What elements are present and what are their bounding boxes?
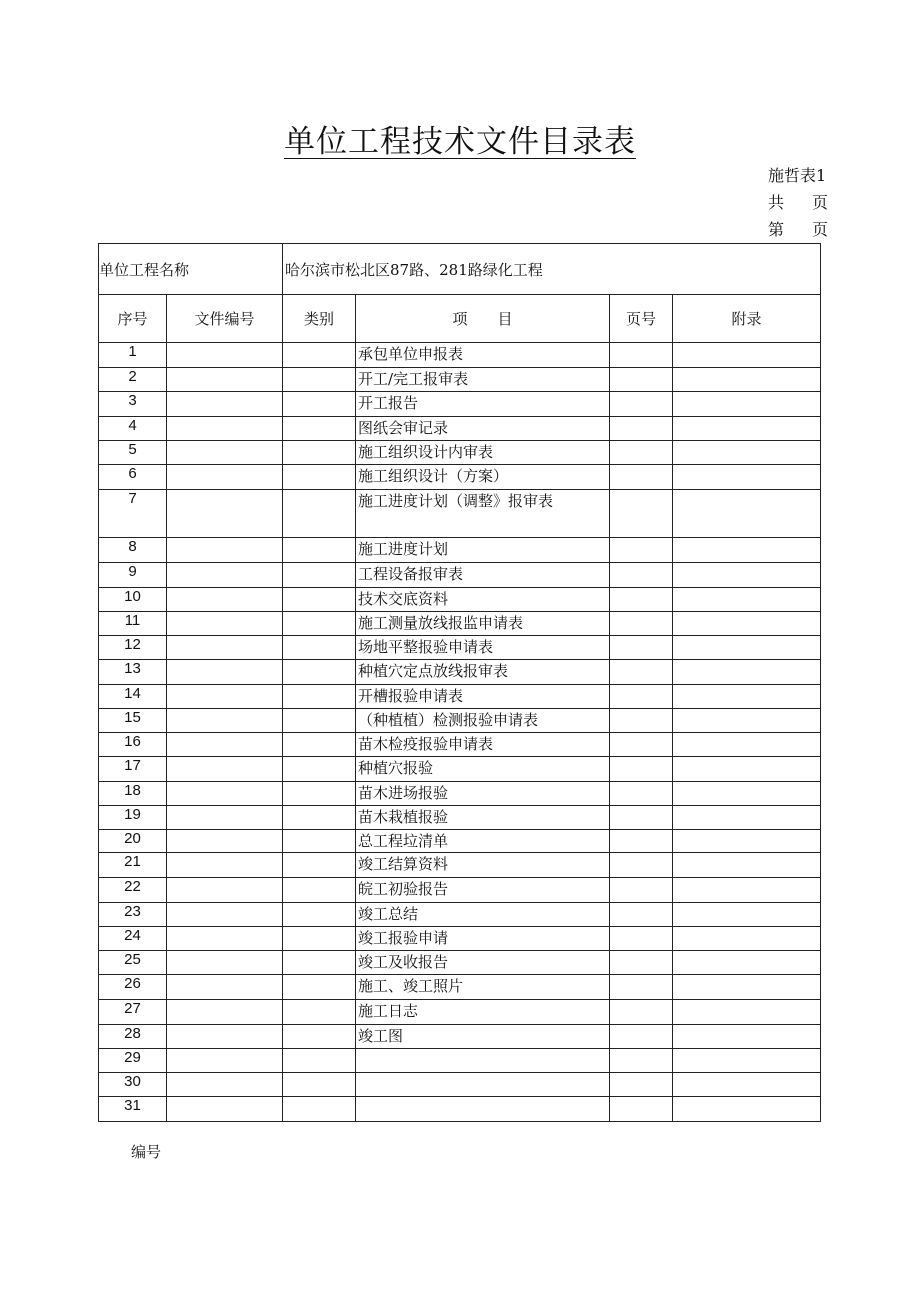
row-number: 22 — [99, 878, 167, 903]
category-cell — [283, 782, 356, 806]
appendix-cell — [673, 1025, 821, 1049]
category-cell — [283, 1049, 356, 1073]
item-cell: 开槽报验申请表 — [356, 685, 610, 709]
appendix-cell — [673, 490, 821, 538]
page-cell — [610, 1073, 673, 1097]
category-cell — [283, 1000, 356, 1025]
table-row — [99, 1025, 821, 1049]
form-code: 施哲表1 — [768, 166, 827, 185]
appendix-cell — [673, 853, 821, 878]
doc-number-cell — [167, 343, 283, 368]
item-cell: 图纸会审记录 — [356, 417, 610, 441]
page-cell — [610, 709, 673, 733]
table-row — [99, 636, 821, 660]
doc-number-cell — [167, 951, 283, 975]
appendix-cell — [673, 975, 821, 1000]
category-cell — [283, 612, 356, 636]
appendix-cell — [673, 733, 821, 757]
doc-number-cell — [167, 392, 283, 417]
appendix-cell — [673, 538, 821, 563]
item-cell: 竣工报验申请 — [356, 927, 610, 951]
category-cell — [283, 733, 356, 757]
category-cell — [283, 465, 356, 490]
table-row — [99, 709, 821, 733]
total-pages — [768, 190, 828, 213]
item-cell: 工程设备报审表 — [356, 563, 610, 588]
appendix-cell — [673, 343, 821, 368]
row-number: 11 — [99, 612, 167, 636]
page-number — [768, 217, 828, 240]
item-cell: 种植穴定点放线报审表 — [356, 660, 610, 685]
page-cell — [610, 563, 673, 588]
table-row — [99, 392, 821, 417]
appendix-cell — [673, 830, 821, 853]
page-number-left: 第 — [768, 220, 785, 239]
table-row — [99, 806, 821, 830]
page-cell — [610, 660, 673, 685]
directory-table — [98, 243, 821, 1122]
table-row — [99, 878, 821, 903]
appendix-cell — [673, 368, 821, 392]
row-number: 6 — [99, 465, 167, 490]
category-cell — [283, 588, 356, 612]
table-row — [99, 1097, 821, 1122]
item-cell: 承包单位申报表 — [356, 343, 610, 368]
item-cell: 施工测量放线报监申请表 — [356, 612, 610, 636]
doc-number-cell — [167, 878, 283, 903]
page-title — [0, 116, 920, 161]
category-cell — [283, 853, 356, 878]
page-cell — [610, 806, 673, 830]
item-cell: 皖工初验报告 — [356, 878, 610, 903]
row-number: 10 — [99, 588, 167, 612]
doc-number-cell — [167, 853, 283, 878]
appendix-cell — [673, 1000, 821, 1025]
table-row — [99, 538, 821, 563]
page-cell — [610, 1049, 673, 1073]
row-number: 29 — [99, 1049, 167, 1073]
page-cell — [610, 878, 673, 903]
row-number: 12 — [99, 636, 167, 660]
doc-number-cell — [167, 975, 283, 1000]
item-cell: 开工报告 — [356, 392, 610, 417]
row-number: 1 — [99, 343, 167, 368]
page-cell — [610, 927, 673, 951]
table-row — [99, 417, 821, 441]
category-cell — [283, 417, 356, 441]
appendix-cell — [673, 612, 821, 636]
appendix-cell — [673, 1097, 821, 1122]
table-row — [99, 1049, 821, 1073]
page-cell — [610, 830, 673, 853]
row-number: 18 — [99, 782, 167, 806]
item-cell: 种植穴报验 — [356, 757, 610, 782]
category-cell — [283, 975, 356, 1000]
row-number: 25 — [99, 951, 167, 975]
category-cell — [283, 685, 356, 709]
doc-number-cell — [167, 685, 283, 709]
category-cell — [283, 878, 356, 903]
col-docno-header: 文件编号 — [167, 295, 283, 343]
doc-number-cell — [167, 490, 283, 538]
category-cell — [283, 490, 356, 538]
item-cell: 苗木检疫报验申请表 — [356, 733, 610, 757]
row-number: 8 — [99, 538, 167, 563]
doc-number-cell — [167, 538, 283, 563]
appendix-cell — [673, 392, 821, 417]
doc-number-cell — [167, 563, 283, 588]
table-row — [99, 465, 821, 490]
table-row — [99, 441, 821, 465]
appendix-cell — [673, 1073, 821, 1097]
appendix-cell — [673, 1049, 821, 1073]
item-cell — [356, 1097, 610, 1122]
doc-number-cell — [167, 1025, 283, 1049]
appendix-cell — [673, 951, 821, 975]
page-cell — [610, 417, 673, 441]
table-row — [99, 733, 821, 757]
row-number: 9 — [99, 563, 167, 588]
item-cell: 总工程垃清单 — [356, 830, 610, 853]
appendix-cell — [673, 417, 821, 441]
col-item-header: 项 目 — [356, 295, 610, 343]
doc-number-cell — [167, 806, 283, 830]
table-row — [99, 951, 821, 975]
item-cell: 施工日志 — [356, 1000, 610, 1025]
page-cell — [610, 343, 673, 368]
category-cell — [283, 757, 356, 782]
page-cell — [610, 368, 673, 392]
table-row — [99, 490, 821, 538]
category-cell — [283, 903, 356, 927]
table-row — [99, 830, 821, 853]
category-cell — [283, 1025, 356, 1049]
table-row — [99, 853, 821, 878]
doc-number-cell — [167, 733, 283, 757]
table-row — [99, 1073, 821, 1097]
page-cell — [610, 588, 673, 612]
column-header-row — [99, 295, 821, 343]
table-row — [99, 685, 821, 709]
doc-number-cell — [167, 417, 283, 441]
page-cell — [610, 636, 673, 660]
item-cell: 施工进度计划 — [356, 538, 610, 563]
item-cell: 场地平整报验申请表 — [356, 636, 610, 660]
total-pages-right: 页 — [811, 193, 828, 212]
unit-row — [99, 244, 821, 295]
page-cell — [610, 975, 673, 1000]
col-seq-header: 序号 — [99, 295, 167, 343]
table-row — [99, 343, 821, 368]
item-cell — [356, 1073, 610, 1097]
table-row — [99, 660, 821, 685]
page-cell — [610, 441, 673, 465]
row-number: 13 — [99, 660, 167, 685]
category-cell — [283, 709, 356, 733]
category-cell — [283, 563, 356, 588]
table-row — [99, 1000, 821, 1025]
row-number: 30 — [99, 1073, 167, 1097]
category-cell — [283, 1097, 356, 1122]
page-number-right: 页 — [811, 220, 828, 239]
page-cell — [610, 1025, 673, 1049]
category-cell — [283, 1073, 356, 1097]
doc-number-cell — [167, 782, 283, 806]
row-number: 21 — [99, 853, 167, 878]
table-row — [99, 782, 821, 806]
col-appendix-header: 附录 — [673, 295, 821, 343]
appendix-cell — [673, 465, 821, 490]
page-cell — [610, 490, 673, 538]
appendix-cell — [673, 903, 821, 927]
doc-number-cell — [167, 830, 283, 853]
item-cell: 竣工总结 — [356, 903, 610, 927]
item-cell: 苗木进场报验 — [356, 782, 610, 806]
row-number: 27 — [99, 1000, 167, 1025]
page-cell — [610, 685, 673, 709]
category-cell — [283, 538, 356, 563]
table-row — [99, 368, 821, 392]
row-number: 16 — [99, 733, 167, 757]
page-cell — [610, 538, 673, 563]
category-cell — [283, 830, 356, 853]
doc-number-cell — [167, 612, 283, 636]
doc-number-cell — [167, 757, 283, 782]
page-cell — [610, 1000, 673, 1025]
category-cell — [283, 927, 356, 951]
item-cell: 竣工及收报告 — [356, 951, 610, 975]
category-cell — [283, 636, 356, 660]
row-number: 4 — [99, 417, 167, 441]
total-pages-left: 共 — [768, 193, 785, 212]
page-cell — [610, 782, 673, 806]
row-number: 19 — [99, 806, 167, 830]
appendix-cell — [673, 782, 821, 806]
row-number: 2 — [99, 368, 167, 392]
table-row — [99, 563, 821, 588]
col-page-header: 页号 — [610, 295, 673, 343]
page-cell — [610, 903, 673, 927]
appendix-cell — [673, 636, 821, 660]
page-cell — [610, 392, 673, 417]
doc-number-cell — [167, 660, 283, 685]
doc-number-cell — [167, 709, 283, 733]
page-cell — [610, 465, 673, 490]
page-cell — [610, 951, 673, 975]
table-row — [99, 757, 821, 782]
item-cell: 施工进度计划（调整》报审表 — [356, 490, 610, 538]
category-cell — [283, 951, 356, 975]
item-cell: 技术交底资料 — [356, 588, 610, 612]
category-cell — [283, 806, 356, 830]
row-number: 3 — [99, 392, 167, 417]
item-cell: 施工组织设计（方案） — [356, 465, 610, 490]
doc-number-cell — [167, 465, 283, 490]
doc-number-cell — [167, 588, 283, 612]
doc-number-cell — [167, 441, 283, 465]
row-number: 15 — [99, 709, 167, 733]
doc-number-cell — [167, 1049, 283, 1073]
appendix-cell — [673, 878, 821, 903]
page-cell — [610, 757, 673, 782]
row-number: 7 — [99, 490, 167, 538]
item-cell: 苗木栽植报验 — [356, 806, 610, 830]
item-cell — [356, 1049, 610, 1073]
doc-number-cell — [167, 1097, 283, 1122]
category-cell — [283, 392, 356, 417]
appendix-cell — [673, 588, 821, 612]
appendix-cell — [673, 709, 821, 733]
doc-number-cell — [167, 903, 283, 927]
page-cell — [610, 853, 673, 878]
item-cell: 竣工结算资料 — [356, 853, 610, 878]
table-row — [99, 612, 821, 636]
appendix-cell — [673, 806, 821, 830]
appendix-cell — [673, 563, 821, 588]
row-number: 24 — [99, 927, 167, 951]
doc-number-cell — [167, 636, 283, 660]
row-number: 26 — [99, 975, 167, 1000]
row-number: 20 — [99, 830, 167, 853]
item-cell: 开工/完工报审表 — [356, 368, 610, 392]
category-cell — [283, 368, 356, 392]
appendix-cell — [673, 685, 821, 709]
footer-label: 编号 — [131, 1143, 162, 1161]
col-category-header: 类别 — [283, 295, 356, 343]
table-row — [99, 903, 821, 927]
table-row — [99, 927, 821, 951]
item-cell: 施工组织设计内审表 — [356, 441, 610, 465]
item-cell: 竣工图 — [356, 1025, 610, 1049]
appendix-cell — [673, 757, 821, 782]
row-number: 5 — [99, 441, 167, 465]
unit-name-value: 哈尔滨市松北区87路、281路绿化工程 — [283, 244, 821, 295]
table-row — [99, 975, 821, 1000]
row-number: 23 — [99, 903, 167, 927]
appendix-cell — [673, 927, 821, 951]
doc-number-cell — [167, 368, 283, 392]
appendix-cell — [673, 441, 821, 465]
appendix-cell — [673, 660, 821, 685]
page-cell — [610, 1097, 673, 1122]
page-cell — [610, 733, 673, 757]
category-cell — [283, 660, 356, 685]
row-number: 17 — [99, 757, 167, 782]
category-cell — [283, 343, 356, 368]
item-cell: （种植植）检测报验申请表 — [356, 709, 610, 733]
doc-number-cell — [167, 1000, 283, 1025]
item-cell: 施工、竣工照片 — [356, 975, 610, 1000]
row-number: 28 — [99, 1025, 167, 1049]
doc-number-cell — [167, 1073, 283, 1097]
unit-name-label: 单位工程名称 — [99, 244, 283, 295]
row-number: 14 — [99, 685, 167, 709]
doc-number-cell — [167, 927, 283, 951]
table-row — [99, 588, 821, 612]
page-cell — [610, 612, 673, 636]
category-cell — [283, 441, 356, 465]
page-title-text: 单位工程技术文件目录表 — [284, 124, 636, 160]
row-number: 31 — [99, 1097, 167, 1122]
